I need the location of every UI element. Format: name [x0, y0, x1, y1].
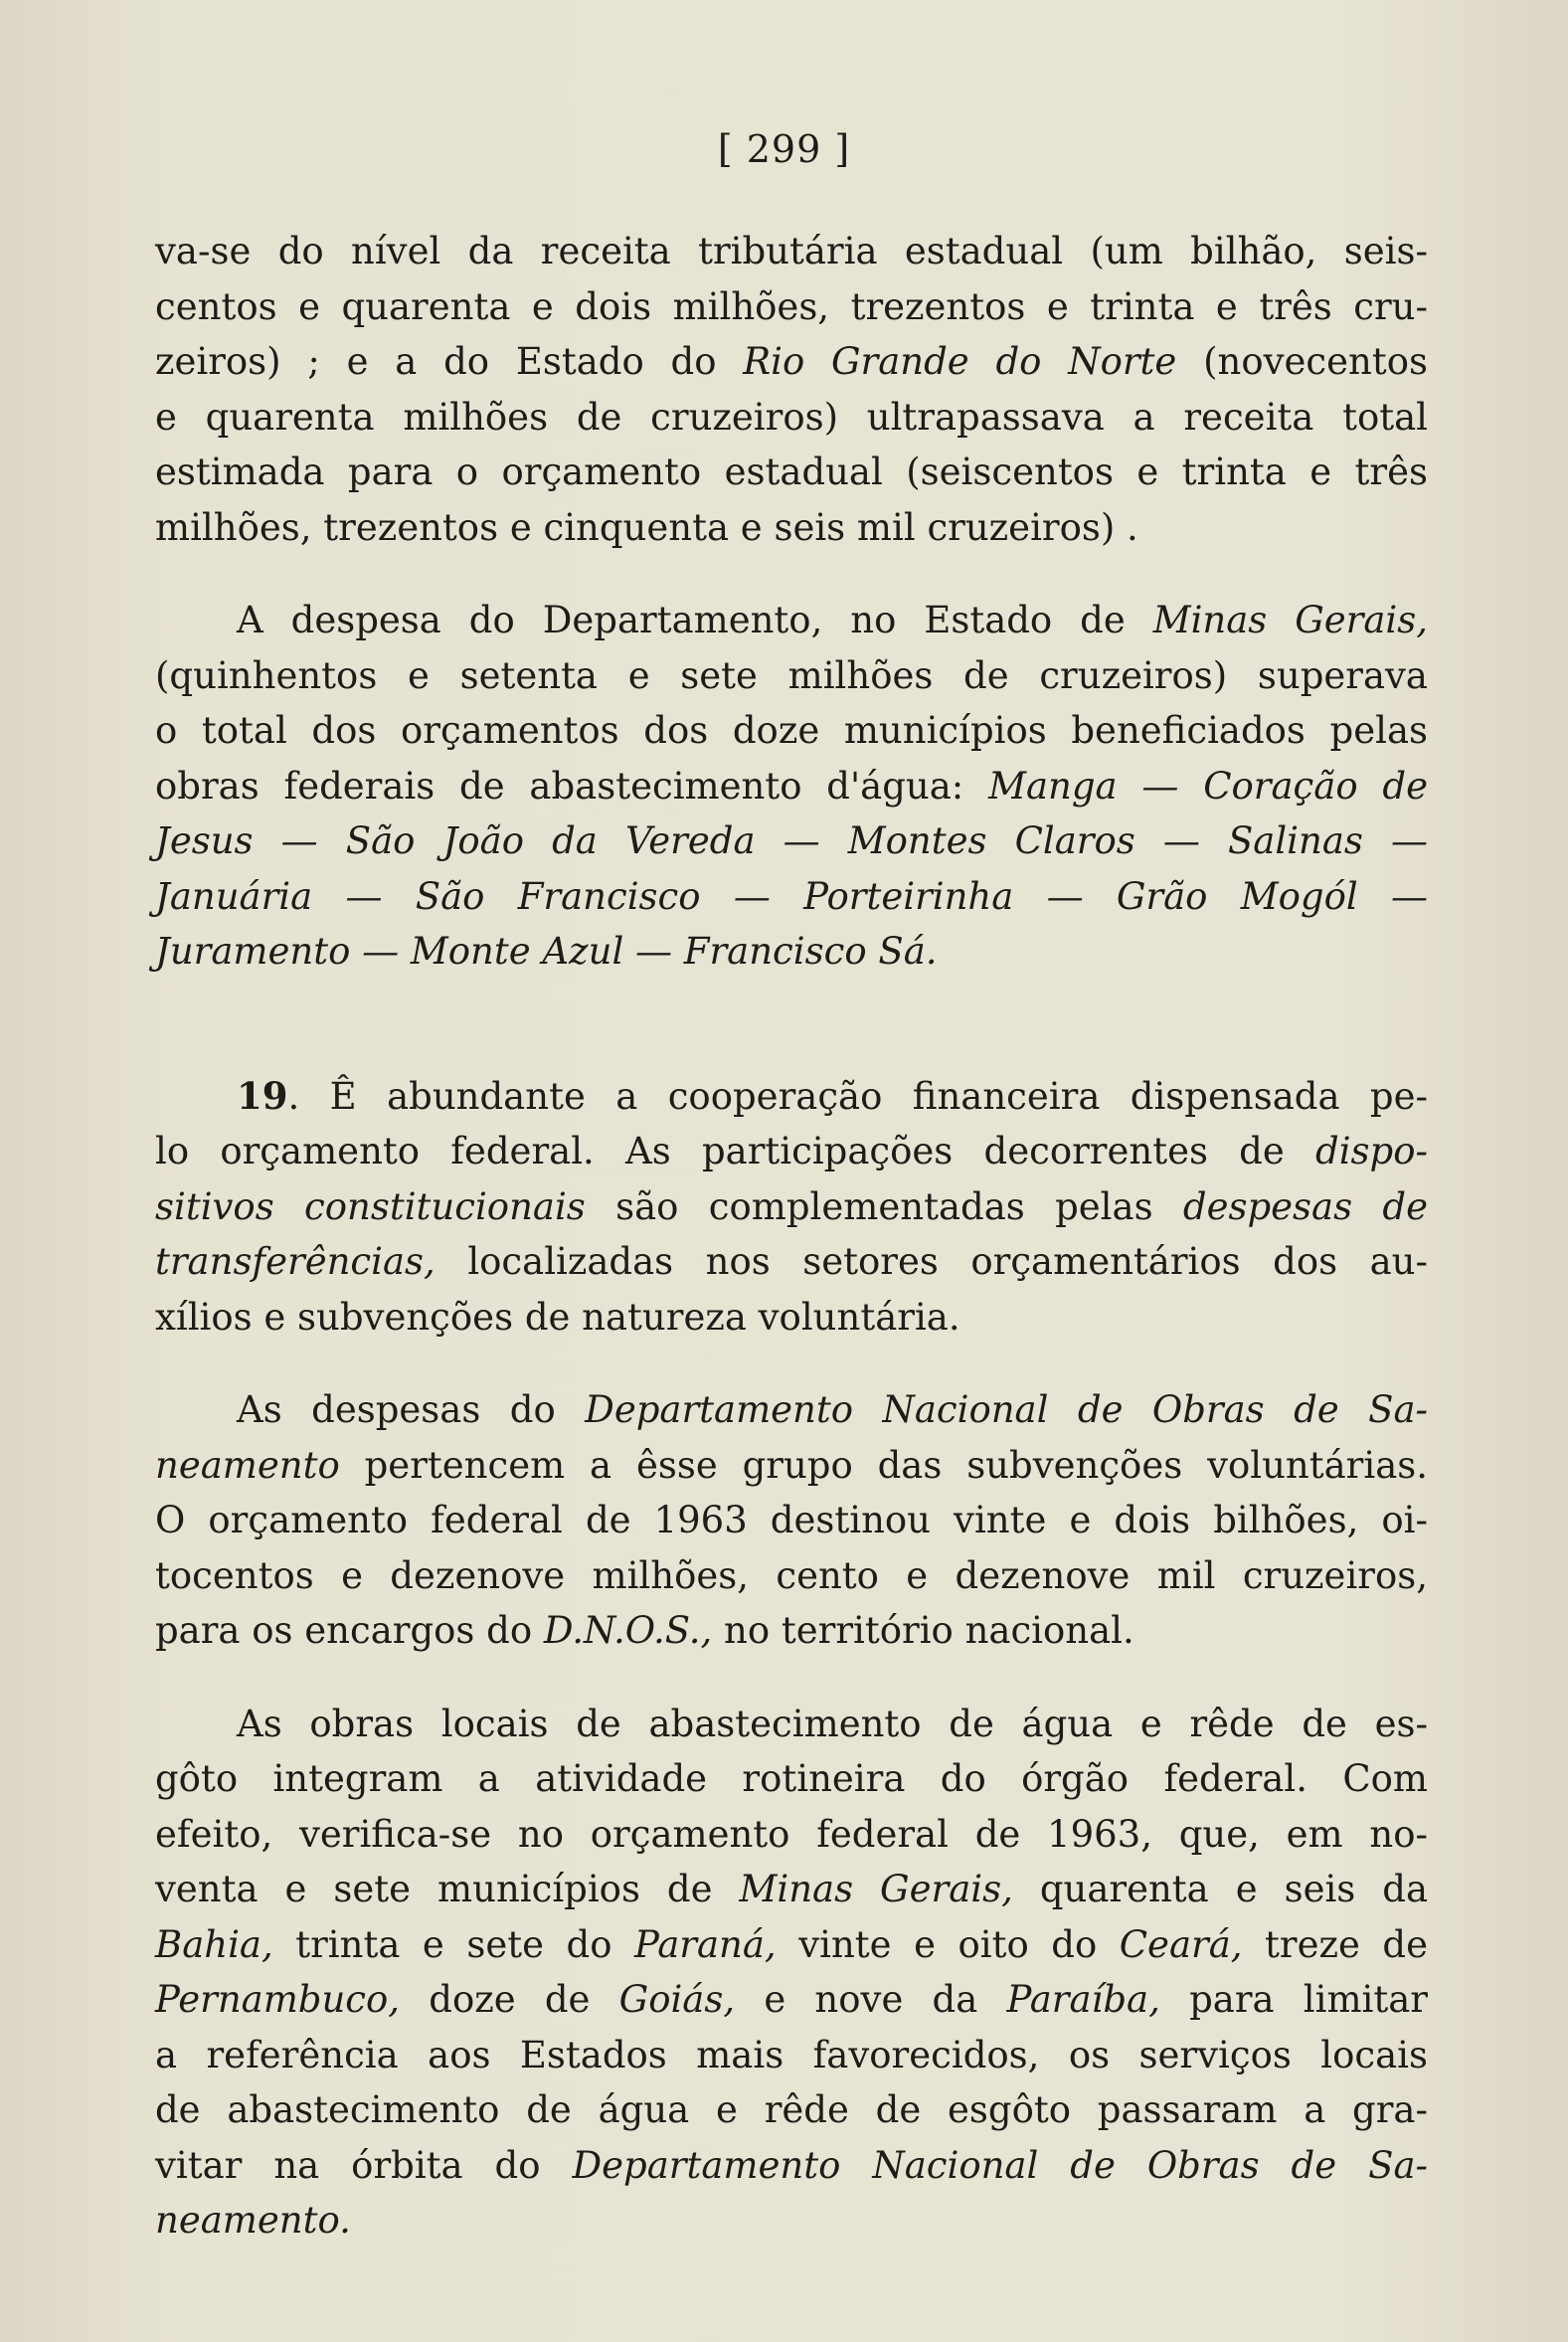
text-line: [155, 759, 1428, 814]
text-line: [155, 924, 1428, 980]
text-run: As despesas do: [237, 1388, 586, 1431]
text-line: [155, 445, 1428, 500]
text-run: 19: [237, 1073, 288, 1118]
text-run: vitar na órbita do: [155, 2143, 573, 2187]
text-line: [155, 2082, 1428, 2138]
italic-text: Paraná,: [634, 1922, 777, 1966]
text-line: [155, 2193, 1428, 2249]
italic-text: sitivos constitucionais: [155, 1184, 586, 1228]
italic-text: Pernambuco,: [155, 1978, 401, 2021]
italic-text: Manga — Coração de: [988, 764, 1428, 808]
text-run: xílios e subvenções de natureza voluntária.: [155, 1295, 960, 1339]
text-run: quarenta e seis da: [1012, 1868, 1429, 1910]
text-run: doze de: [400, 1978, 619, 2021]
italic-text: Paraíba,: [1006, 1978, 1160, 2021]
text-line: [155, 1603, 1428, 1659]
text-run: pertencem a êsse grupo das subvenções voluntárias.: [339, 1443, 1428, 1487]
text-line: [155, 1972, 1428, 2028]
text-run: venta e sete municípios de: [155, 1868, 740, 1910]
body-text: [155, 224, 1428, 2249]
italic-text: D.N.O.S.,: [543, 1609, 713, 1652]
text-run: centos e quarenta e dois milhões, trezentos e trinta e três cru-: [155, 284, 1428, 328]
text-line: [155, 1179, 1428, 1235]
text-run: e nove da: [735, 1978, 1007, 2021]
text-run: (quinhentos e setenta e sete milhões de cruzeiros) superava: [155, 653, 1428, 697]
text-run: o total dos orçamentos dos doze municípios beneficiados pelas: [155, 709, 1428, 752]
text-run: O orçamento federal de 1963 destinou vinte e dois bilhões, oi-: [155, 1499, 1428, 1541]
text-run: para os encargos do: [155, 1609, 544, 1652]
text-line: [155, 1234, 1428, 1290]
italic-text: despesas de: [1182, 1184, 1428, 1228]
text-run: vinte e oito do: [776, 1922, 1120, 1966]
text-run: zeiros) ; e a do Estado do: [155, 340, 744, 383]
text-line: [155, 1548, 1428, 1604]
text-run: de abastecimento de água e rêde de esgôto passaram a gra-: [155, 2088, 1428, 2131]
italic-text: transferências,: [155, 1240, 436, 1283]
text-run: lo orçamento federal. As participações decorrentes de: [155, 1130, 1316, 1172]
text-line: [155, 1438, 1428, 1494]
text-line: [155, 224, 1428, 279]
page-number: [ 299 ]: [717, 127, 851, 171]
text-line: [155, 593, 1428, 648]
italic-text: Goiás,: [618, 1978, 736, 2021]
text-run: e quarenta milhões de cruzeiros) ultrapassava a receita total: [155, 395, 1428, 439]
paragraph-3: [155, 1069, 1428, 1346]
text-line: [155, 279, 1428, 335]
italic-text: Bahia,: [155, 1922, 273, 1966]
italic-text: neamento.: [155, 2199, 351, 2242]
text-line: [155, 1697, 1428, 1752]
text-run: para limitar: [1159, 1978, 1428, 2021]
text-run: gôto integram a atividade rotineira do órgão federal. Com: [155, 1757, 1428, 1800]
text-run: . Ê abundante a cooperação financeira dispensada pe-: [287, 1074, 1428, 1118]
text-run: são complementadas pelas: [585, 1184, 1183, 1228]
text-line: [155, 2138, 1428, 2194]
text-run: tocentos e dezenove milhões, cento e dezenove mil cruzeiros,: [155, 1553, 1428, 1597]
text-line: [155, 813, 1428, 869]
text-line: [155, 869, 1428, 925]
text-line: [155, 1917, 1428, 1973]
italic-text: Minas Gerais,: [739, 1868, 1013, 1910]
italic-text: Minas Gerais,: [1152, 599, 1429, 641]
text-run: (novecentos: [1176, 340, 1429, 383]
italic-text: Januária — São Francisco — Porteirinha — Grão Mogól —: [155, 874, 1428, 918]
text-line: [155, 1493, 1428, 1548]
text-line: [155, 390, 1428, 446]
text-run: va-se do nível da receita tributária estadual (um bilhão, seis-: [155, 230, 1428, 272]
text-run: A despesa do Departamento, no Estado de: [237, 599, 1153, 641]
text-run: trinta e sete do: [272, 1922, 634, 1966]
text-line: [155, 2028, 1428, 2083]
italic-text: Juramento — Monte Azul — Francisco Sá.: [155, 930, 938, 973]
italic-text: Departamento Nacional de Obras de Sa-: [572, 2143, 1429, 2187]
text-run: a referência aos Estados mais favorecidos, os serviços locais: [155, 2033, 1428, 2076]
text-line: [155, 1124, 1428, 1179]
text-line: [155, 334, 1428, 390]
italic-text: Rio Grande do Norte: [743, 340, 1177, 383]
text-run: obras federais de abastecimento d'água:: [155, 764, 989, 808]
text-line: [155, 648, 1428, 704]
text-run: milhões, trezentos e cinquenta e seis mil cruzeiros) .: [155, 505, 1138, 549]
paragraph-5: [155, 1697, 1428, 2249]
text-run: efeito, verifica-se no orçamento federal de 1963, que, em no-: [155, 1812, 1428, 1856]
text-run: localizadas nos setores orçamentários dos au-: [435, 1240, 1428, 1283]
text-line: [155, 1862, 1428, 1917]
paragraph-1: [155, 224, 1428, 555]
italic-text: dispo-: [1315, 1130, 1428, 1172]
text-line: [155, 1290, 1428, 1346]
text-run: estimada para o orçamento estadual (seiscentos e trinta e três: [155, 450, 1428, 493]
text-line: [155, 1751, 1428, 1807]
text-line: [155, 703, 1428, 759]
italic-text: neamento: [155, 1443, 340, 1487]
paragraph-4: [155, 1382, 1428, 1659]
text-line: [155, 1807, 1428, 1863]
italic-text: Jesus — São João da Vereda — Montes Claros — Salinas —: [155, 819, 1428, 862]
text-run: As obras locais de abastecimento de água e rêde de es-: [237, 1702, 1428, 1745]
italic-text: Departamento Nacional de Obras de Sa-: [585, 1388, 1428, 1431]
text-line: [155, 500, 1428, 556]
text-run: treze de: [1242, 1922, 1428, 1966]
text-line: [155, 1069, 1428, 1125]
text-line: [155, 1382, 1428, 1438]
paragraph-2: [155, 593, 1428, 980]
italic-text: Ceará,: [1119, 1922, 1243, 1966]
text-run: no território nacional.: [712, 1609, 1134, 1652]
